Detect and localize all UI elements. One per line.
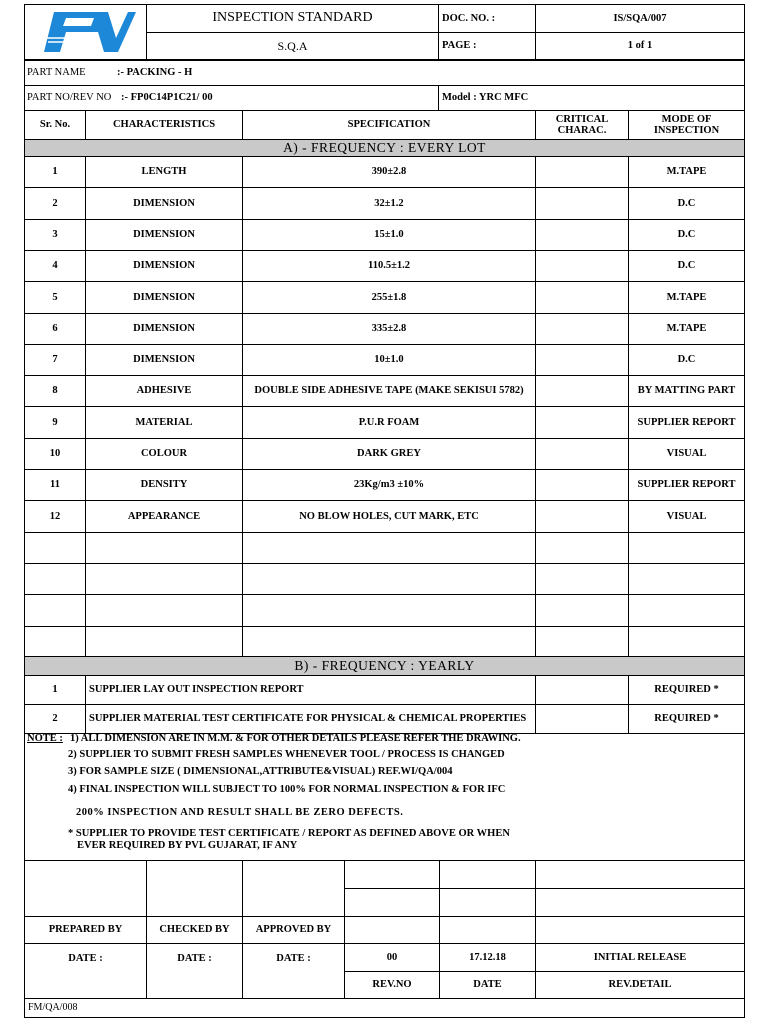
rev-date-label: DATE	[439, 971, 536, 999]
pv-logo-icon	[36, 8, 136, 56]
checked-date-label: DATE :	[146, 943, 243, 999]
rev-no-label: REV.NO	[344, 971, 440, 999]
section-a-row-16-specification	[242, 626, 536, 658]
section-b-row-1-sr: 1	[24, 675, 86, 705]
section-a-row-11-mode: SUPPLIER REPORT	[628, 469, 745, 501]
section-a-row-11-characteristics: DENSITY	[85, 469, 243, 501]
section-a-row-9-mode: SUPPLIER REPORT	[628, 406, 745, 439]
section-a-row-4-sr: 4	[24, 250, 86, 282]
section-a-row-3-mode: D.C	[628, 219, 745, 251]
section-a-row-13-mode	[628, 532, 745, 564]
section-a-row-15-critical	[535, 594, 629, 627]
section-a-row-7-specification: 10±1.0	[242, 344, 536, 376]
section-a-row-12-characteristics: APPEARANCE	[85, 500, 243, 533]
section-a-row-8-critical	[535, 375, 629, 407]
note-line-7: EVER REQUIRED BY PVL GUJARAT, IF ANY	[77, 840, 298, 851]
section-a-row-13-characteristics	[85, 532, 243, 564]
section-a-row-10-specification: DARK GREY	[242, 438, 536, 470]
rev-blank-2c	[535, 888, 745, 917]
page-label: PAGE :	[438, 32, 536, 60]
section-b-row-2-critical	[535, 704, 629, 734]
checked-by-label: CHECKED BY	[146, 916, 243, 944]
col-header-characteristics: CHARACTERISTICS	[85, 110, 243, 140]
col-header-critical: CRITICAL CHARAC.	[535, 110, 629, 140]
section-b-row-1-critical	[535, 675, 629, 705]
section-a-row-1-critical	[535, 156, 629, 188]
page-value: 1 of 1	[535, 32, 745, 60]
section-a-row-14-sr	[24, 563, 86, 595]
section-a-row-15-mode	[628, 594, 745, 627]
note-line-4: 4) FINAL INSPECTION WILL SUBJECT TO 100% FOR NORMAL INSPECTION & FOR IFC	[68, 784, 506, 795]
part-name-value: :- PACKING - H	[117, 67, 193, 78]
section-a-row-7-mode: D.C	[628, 344, 745, 376]
section-b-row-2-sr: 2	[24, 704, 86, 734]
rev-blank-3b	[439, 916, 536, 944]
note-line-1: 1) ALL DIMENSION ARE IN M.M. & FOR OTHER DETAILS PLEASE REFER THE DRAWING.	[70, 733, 521, 744]
section-b-row-1-desc: SUPPLIER LAY OUT INSPECTION REPORT	[85, 675, 536, 705]
section-a-row-7-critical	[535, 344, 629, 376]
section-a-row-11-specification: 23Kg/m3 ±10%	[242, 469, 536, 501]
section-a-row-7-characteristics: DIMENSION	[85, 344, 243, 376]
section-a-row-14-characteristics	[85, 563, 243, 595]
prepared-by-label: PREPARED BY	[24, 916, 147, 944]
section-a-row-1-characteristics: LENGTH	[85, 156, 243, 188]
section-a-row-15-sr	[24, 594, 86, 627]
rev-blank-1c	[535, 860, 745, 889]
section-a-row-5-mode: M.TAPE	[628, 281, 745, 314]
section-a-row-4-specification: 110.5±1.2	[242, 250, 536, 282]
section-a-row-8-specification: DOUBLE SIDE ADHESIVE TAPE (MAKE SEKISUI 5782)	[242, 375, 536, 407]
section-a-row-9-specification: P.U.R FOAM	[242, 406, 536, 439]
section-a-row-6-mode: M.TAPE	[628, 313, 745, 345]
part-name-label: PART NAME	[27, 67, 86, 78]
section-a-row-2-specification: 32±1.2	[242, 187, 536, 220]
doc-no-value: IS/SQA/007	[535, 4, 745, 33]
section-a-row-8-sr: 8	[24, 375, 86, 407]
section-a-row-12-mode: VISUAL	[628, 500, 745, 533]
section-a-row-14-specification	[242, 563, 536, 595]
doc-no-label: DOC. NO. :	[438, 4, 536, 33]
section-a-row-10-critical	[535, 438, 629, 470]
section-a-row-9-sr: 9	[24, 406, 86, 439]
section-a-row-4-critical	[535, 250, 629, 282]
section-a-row-8-characteristics: ADHESIVE	[85, 375, 243, 407]
section-a-row-5-critical	[535, 281, 629, 314]
section-a-row-14-mode	[628, 563, 745, 595]
section-a-row-3-sr: 3	[24, 219, 86, 251]
rev-detail-value: INITIAL RELEASE	[535, 943, 745, 972]
section-a-row-16-sr	[24, 626, 86, 658]
note-line-3: 3) FOR SAMPLE SIZE ( DIMENSIONAL,ATTRIBUTE&VISUAL) REF.WI/QA/004	[68, 766, 453, 777]
section-a-row-14-critical	[535, 563, 629, 595]
section-a-row-2-mode: D.C	[628, 187, 745, 220]
section-a-row-16-critical	[535, 626, 629, 658]
section-b-row-1-mode: REQUIRED *	[628, 675, 745, 705]
section-a-row-1-sr: 1	[24, 156, 86, 188]
section-a-row-2-characteristics: DIMENSION	[85, 187, 243, 220]
section-a-row-4-characteristics: DIMENSION	[85, 250, 243, 282]
section-a-row-3-critical	[535, 219, 629, 251]
section-b-title: B) - FREQUENCY : YEARLY	[24, 656, 745, 676]
section-a-row-10-sr: 10	[24, 438, 86, 470]
section-a-row-6-critical	[535, 313, 629, 345]
section-a-row-8-mode: BY MATTING PART	[628, 375, 745, 407]
model-value: Model : YRC MFC	[438, 85, 745, 111]
part-no-value: :- FP0C14P1C21/ 00	[121, 92, 213, 103]
rev-blank-2b	[439, 888, 536, 917]
section-a-row-11-sr: 11	[24, 469, 86, 501]
section-a-row-15-characteristics	[85, 594, 243, 627]
rev-blank-3c	[535, 916, 745, 944]
section-a-row-3-specification: 15±1.0	[242, 219, 536, 251]
prepared-date-label: DATE :	[24, 943, 147, 999]
approved-date-label: DATE :	[242, 943, 345, 999]
note-line-5: 200% INSPECTION AND RESULT SHALL BE ZERO DEFECTS.	[76, 807, 404, 818]
section-a-row-1-mode: M.TAPE	[628, 156, 745, 188]
notes-label: NOTE :	[27, 733, 63, 744]
section-a-row-2-critical	[535, 187, 629, 220]
section-a-row-6-specification: 335±2.8	[242, 313, 536, 345]
section-a-row-12-specification: NO BLOW HOLES, CUT MARK, ETC	[242, 500, 536, 533]
section-a-row-7-sr: 7	[24, 344, 86, 376]
company-logo	[24, 4, 147, 60]
section-a-row-6-sr: 6	[24, 313, 86, 345]
section-a-row-12-sr: 12	[24, 500, 86, 533]
form-number: FM/QA/008	[24, 998, 745, 1018]
note-line-2: 2) SUPPLIER TO SUBMIT FRESH SAMPLES WHENEVER TOOL / PROCESS IS CHANGED	[68, 749, 505, 760]
part-no-label: PART NO/REV NO	[27, 92, 112, 103]
prepared-sign-area	[24, 860, 147, 917]
rev-blank-1b	[439, 860, 536, 889]
approved-sign-area	[242, 860, 345, 917]
document-title: INSPECTION STANDARD	[146, 4, 439, 33]
section-a-row-5-characteristics: DIMENSION	[85, 281, 243, 314]
col-header-specification: SPECIFICATION	[242, 110, 536, 140]
section-a-row-16-characteristics	[85, 626, 243, 658]
section-a-row-3-characteristics: DIMENSION	[85, 219, 243, 251]
section-a-row-6-characteristics: DIMENSION	[85, 313, 243, 345]
section-a-row-2-sr: 2	[24, 187, 86, 220]
section-a-row-13-critical	[535, 532, 629, 564]
col-header-mode: MODE OF INSPECTION	[628, 110, 745, 140]
section-a-row-15-specification	[242, 594, 536, 627]
section-b-row-2-mode: REQUIRED *	[628, 704, 745, 734]
document-subtitle: S.Q.A	[146, 32, 439, 60]
section-a-row-10-mode: VISUAL	[628, 438, 745, 470]
section-a-row-10-characteristics: COLOUR	[85, 438, 243, 470]
approved-by-label: APPROVED BY	[242, 916, 345, 944]
section-a-row-4-mode: D.C	[628, 250, 745, 282]
note-line-6: * SUPPLIER TO PROVIDE TEST CERTIFICATE / REPORT AS DEFINED ABOVE OR WHEN	[68, 828, 510, 839]
rev-date-value: 17.12.18	[439, 943, 536, 972]
section-a-title: A) - FREQUENCY : EVERY LOT	[24, 139, 745, 157]
checked-sign-area	[146, 860, 243, 917]
rev-blank-1a	[344, 860, 440, 889]
section-a-row-16-mode	[628, 626, 745, 658]
section-a-row-5-specification: 255±1.8	[242, 281, 536, 314]
section-a-row-12-critical	[535, 500, 629, 533]
rev-blank-3a	[344, 916, 440, 944]
rev-detail-label: REV.DETAIL	[535, 971, 745, 999]
section-a-row-1-specification: 390±2.8	[242, 156, 536, 188]
section-b-row-2-desc: SUPPLIER MATERIAL TEST CERTIFICATE FOR PHYSICAL & CHEMICAL PROPERTIES	[85, 704, 536, 734]
section-a-row-13-specification	[242, 532, 536, 564]
section-a-row-9-characteristics: MATERIAL	[85, 406, 243, 439]
col-header-sr: Sr. No.	[24, 110, 86, 140]
inspection-sheet	[24, 4, 745, 1018]
rev-blank-2a	[344, 888, 440, 917]
section-a-row-9-critical	[535, 406, 629, 439]
section-a-row-11-critical	[535, 469, 629, 501]
rev-no-value: 00	[344, 943, 440, 972]
section-a-row-13-sr	[24, 532, 86, 564]
section-a-row-5-sr: 5	[24, 281, 86, 314]
